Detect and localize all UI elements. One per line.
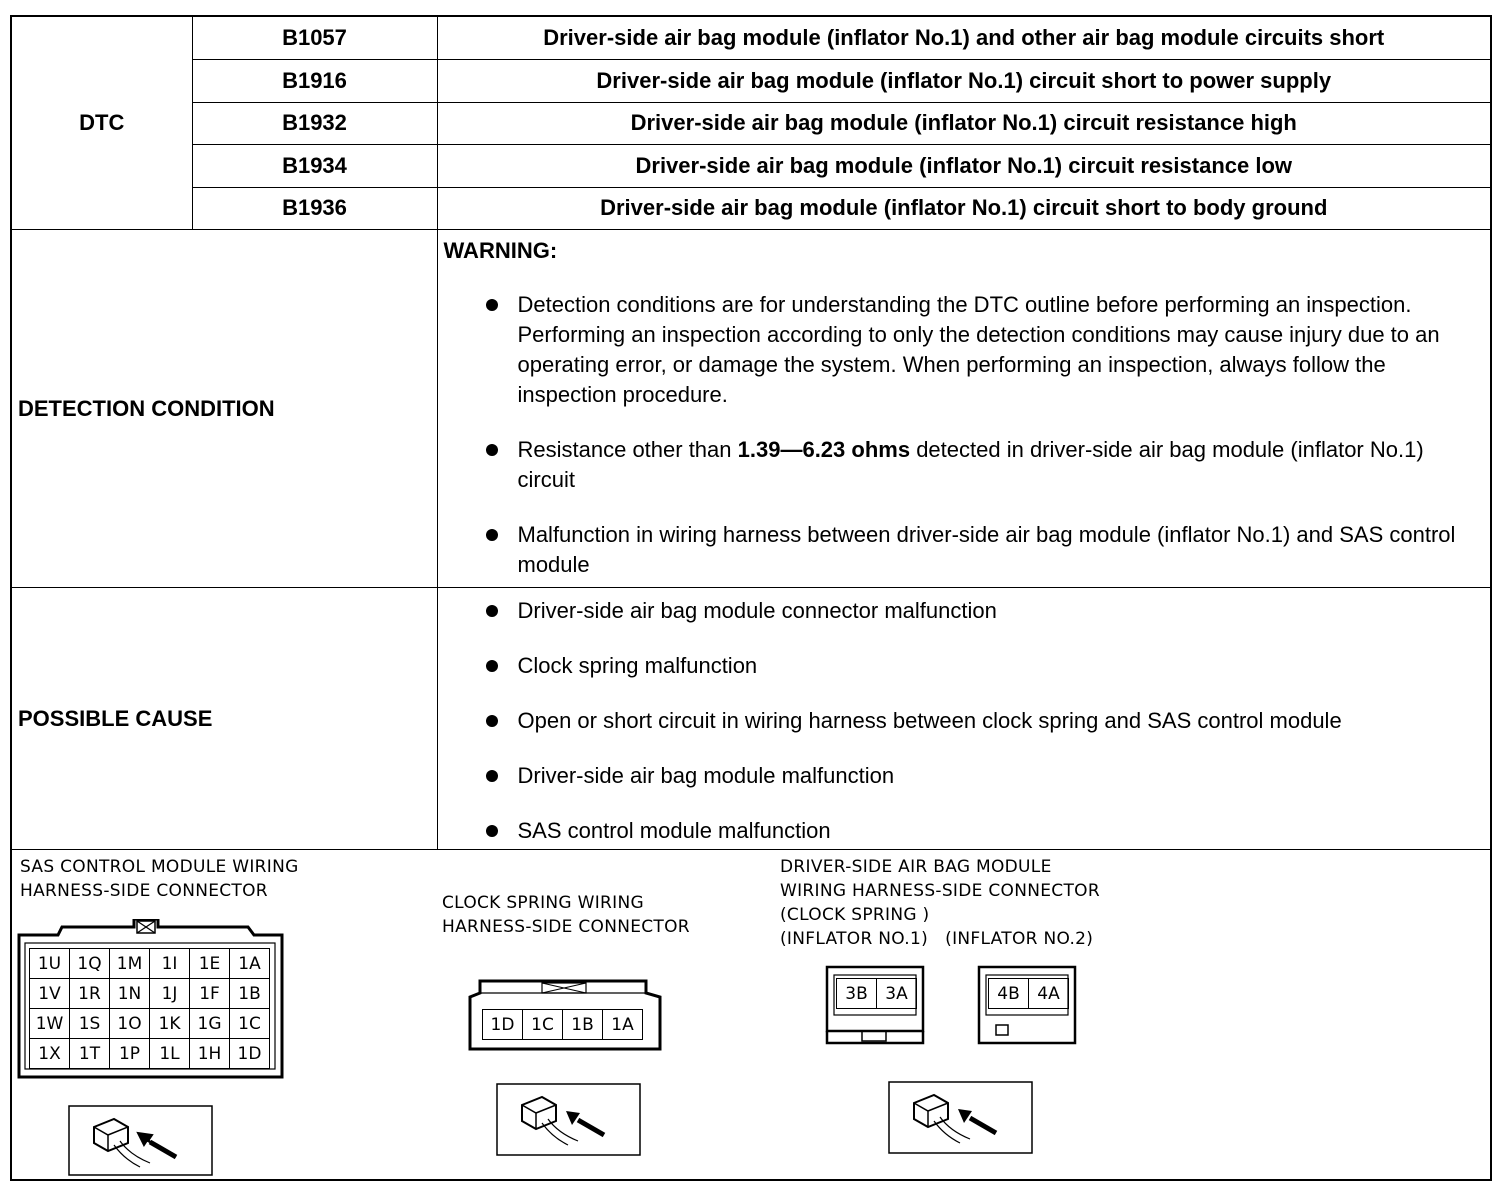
dtc-code: B1934 [192, 145, 437, 188]
harness-side-view-icon [68, 1105, 214, 1177]
clock-spring-pin-grid [482, 1009, 643, 1040]
pin-row [30, 949, 270, 979]
detection-list [444, 290, 1479, 580]
inflator2-pin-grid [988, 978, 1069, 1009]
pin: 1C [523, 1010, 563, 1040]
pin: 1C [230, 1009, 270, 1039]
clock-caption-line2: HARNESS-SIDE CONNECTOR [442, 917, 690, 937]
pin: 1Q [70, 949, 110, 979]
inflator1-pin-grid [836, 978, 917, 1009]
airbag-caption-line4: (INFLATOR NO.1) (INFLATOR NO.2) [780, 929, 1094, 949]
bullet-text: Resistance other than [517, 437, 738, 462]
pin: 1D [230, 1039, 270, 1069]
pin: 1T [70, 1039, 110, 1069]
dtc-description: Driver-side air bag module (inflator No.1) circuit resistance high [437, 102, 1490, 145]
pin: 1A [603, 1010, 643, 1040]
dtc-description: Driver-side air bag module (inflator No.1) and other air bag module circuits short [437, 17, 1490, 60]
detection-row [12, 230, 1490, 588]
pin-row [837, 979, 917, 1009]
sas-caption-line1: SAS CONTROL MODULE WIRING [20, 857, 299, 877]
detection-condition-content [437, 230, 1490, 588]
dtc-description: Driver-side air bag module (inflator No.1) circuit short to power supply [437, 60, 1490, 103]
dtc-label: DTC [12, 17, 192, 230]
resistance-range: 1.39—6.23 ohms [737, 437, 911, 462]
possible-cause-label: POSSIBLE CAUSE [12, 588, 437, 850]
pin-row [30, 979, 270, 1009]
harness-side-view-icon [888, 1081, 1034, 1155]
pin: 1L [150, 1039, 190, 1069]
pin: 1O [110, 1009, 150, 1039]
pin: 1G [190, 1009, 230, 1039]
pin: 1E [190, 949, 230, 979]
possible-cause-row [12, 588, 1490, 850]
warning-title: WARNING: [443, 238, 558, 263]
cause-item: Clock spring malfunction [444, 651, 1479, 681]
dtc-row [12, 102, 1490, 145]
pin: 3A [877, 979, 917, 1009]
dtc-description: Driver-side air bag module (inflator No.1) circuit resistance low [437, 145, 1490, 188]
harness-side-view-icon [496, 1083, 642, 1157]
dtc-row [12, 187, 1490, 230]
pin: 1F [190, 979, 230, 1009]
sas-caption-line2: HARNESS-SIDE CONNECTOR [20, 881, 268, 901]
pin: 1U [30, 949, 70, 979]
pin: 3B [837, 979, 877, 1009]
cause-item: Driver-side air bag module connector malfunction [444, 596, 1479, 626]
sas-pin-grid [29, 948, 270, 1069]
dtc-row [12, 145, 1490, 188]
pin: 1I [150, 949, 190, 979]
connector-diagrams [12, 849, 1490, 1181]
pin: 1S [70, 1009, 110, 1039]
bullet-text: detected in driver-side air bag module (inflator No.1) circuit [517, 437, 1424, 492]
detection-bullet: Malfunction in wiring harness between driver-side air bag module (inflator No.1) and SAS control module [444, 520, 1479, 580]
dtc-code: B1932 [192, 102, 437, 145]
airbag-caption-line1: DRIVER-SIDE AIR BAG MODULE [780, 857, 1052, 877]
airbag-caption-line2: WIRING HARNESS-SIDE CONNECTOR [780, 881, 1100, 901]
pin: 1W [30, 1009, 70, 1039]
pin: 1M [110, 949, 150, 979]
pin: 1B [563, 1010, 603, 1040]
pin: 1V [30, 979, 70, 1009]
pin: 1H [190, 1039, 230, 1069]
pin: 1A [230, 949, 270, 979]
detection-bullet: Detection conditions are for understanding the DTC outline before performing an inspection. Performing an inspection according to only the detection conditions may cause injury due to an operating error, or damage the system. When performing an inspection, always follow the inspection procedure. [444, 290, 1479, 410]
dtc-row [12, 17, 1490, 60]
dtc-table [12, 17, 1490, 850]
pin-row [30, 1039, 270, 1069]
dtc-description: Driver-side air bag module (inflator No.1) circuit short to body ground [437, 187, 1490, 230]
cause-list [444, 596, 1479, 846]
pin: 1X [30, 1039, 70, 1069]
pin-row [483, 1010, 643, 1040]
pin: 1N [110, 979, 150, 1009]
possible-cause-content [437, 588, 1490, 850]
cause-item: Driver-side air bag module malfunction [444, 761, 1479, 791]
dtc-code: B1916 [192, 60, 437, 103]
pin: 1B [230, 979, 270, 1009]
pin: 1P [110, 1039, 150, 1069]
dtc-code: B1057 [192, 17, 437, 60]
pin: 1R [70, 979, 110, 1009]
detection-condition-label: DETECTION CONDITION [12, 230, 437, 588]
pin: 4A [1029, 979, 1069, 1009]
clock-caption-line1: CLOCK SPRING WIRING [442, 893, 644, 913]
dtc-document-frame [10, 15, 1492, 1181]
cause-item: SAS control module malfunction [444, 816, 1479, 846]
dtc-code: B1936 [192, 187, 437, 230]
pin: 1J [150, 979, 190, 1009]
detection-bullet [444, 435, 1479, 495]
pin-row [30, 1009, 270, 1039]
pin: 1K [150, 1009, 190, 1039]
pin: 1D [483, 1010, 523, 1040]
airbag-caption-line3: (CLOCK SPRING ) [780, 905, 930, 925]
dtc-row [12, 60, 1490, 103]
pin-row [989, 979, 1069, 1009]
cause-item: Open or short circuit in wiring harness between clock spring and SAS control module [444, 706, 1479, 736]
pin: 4B [989, 979, 1029, 1009]
